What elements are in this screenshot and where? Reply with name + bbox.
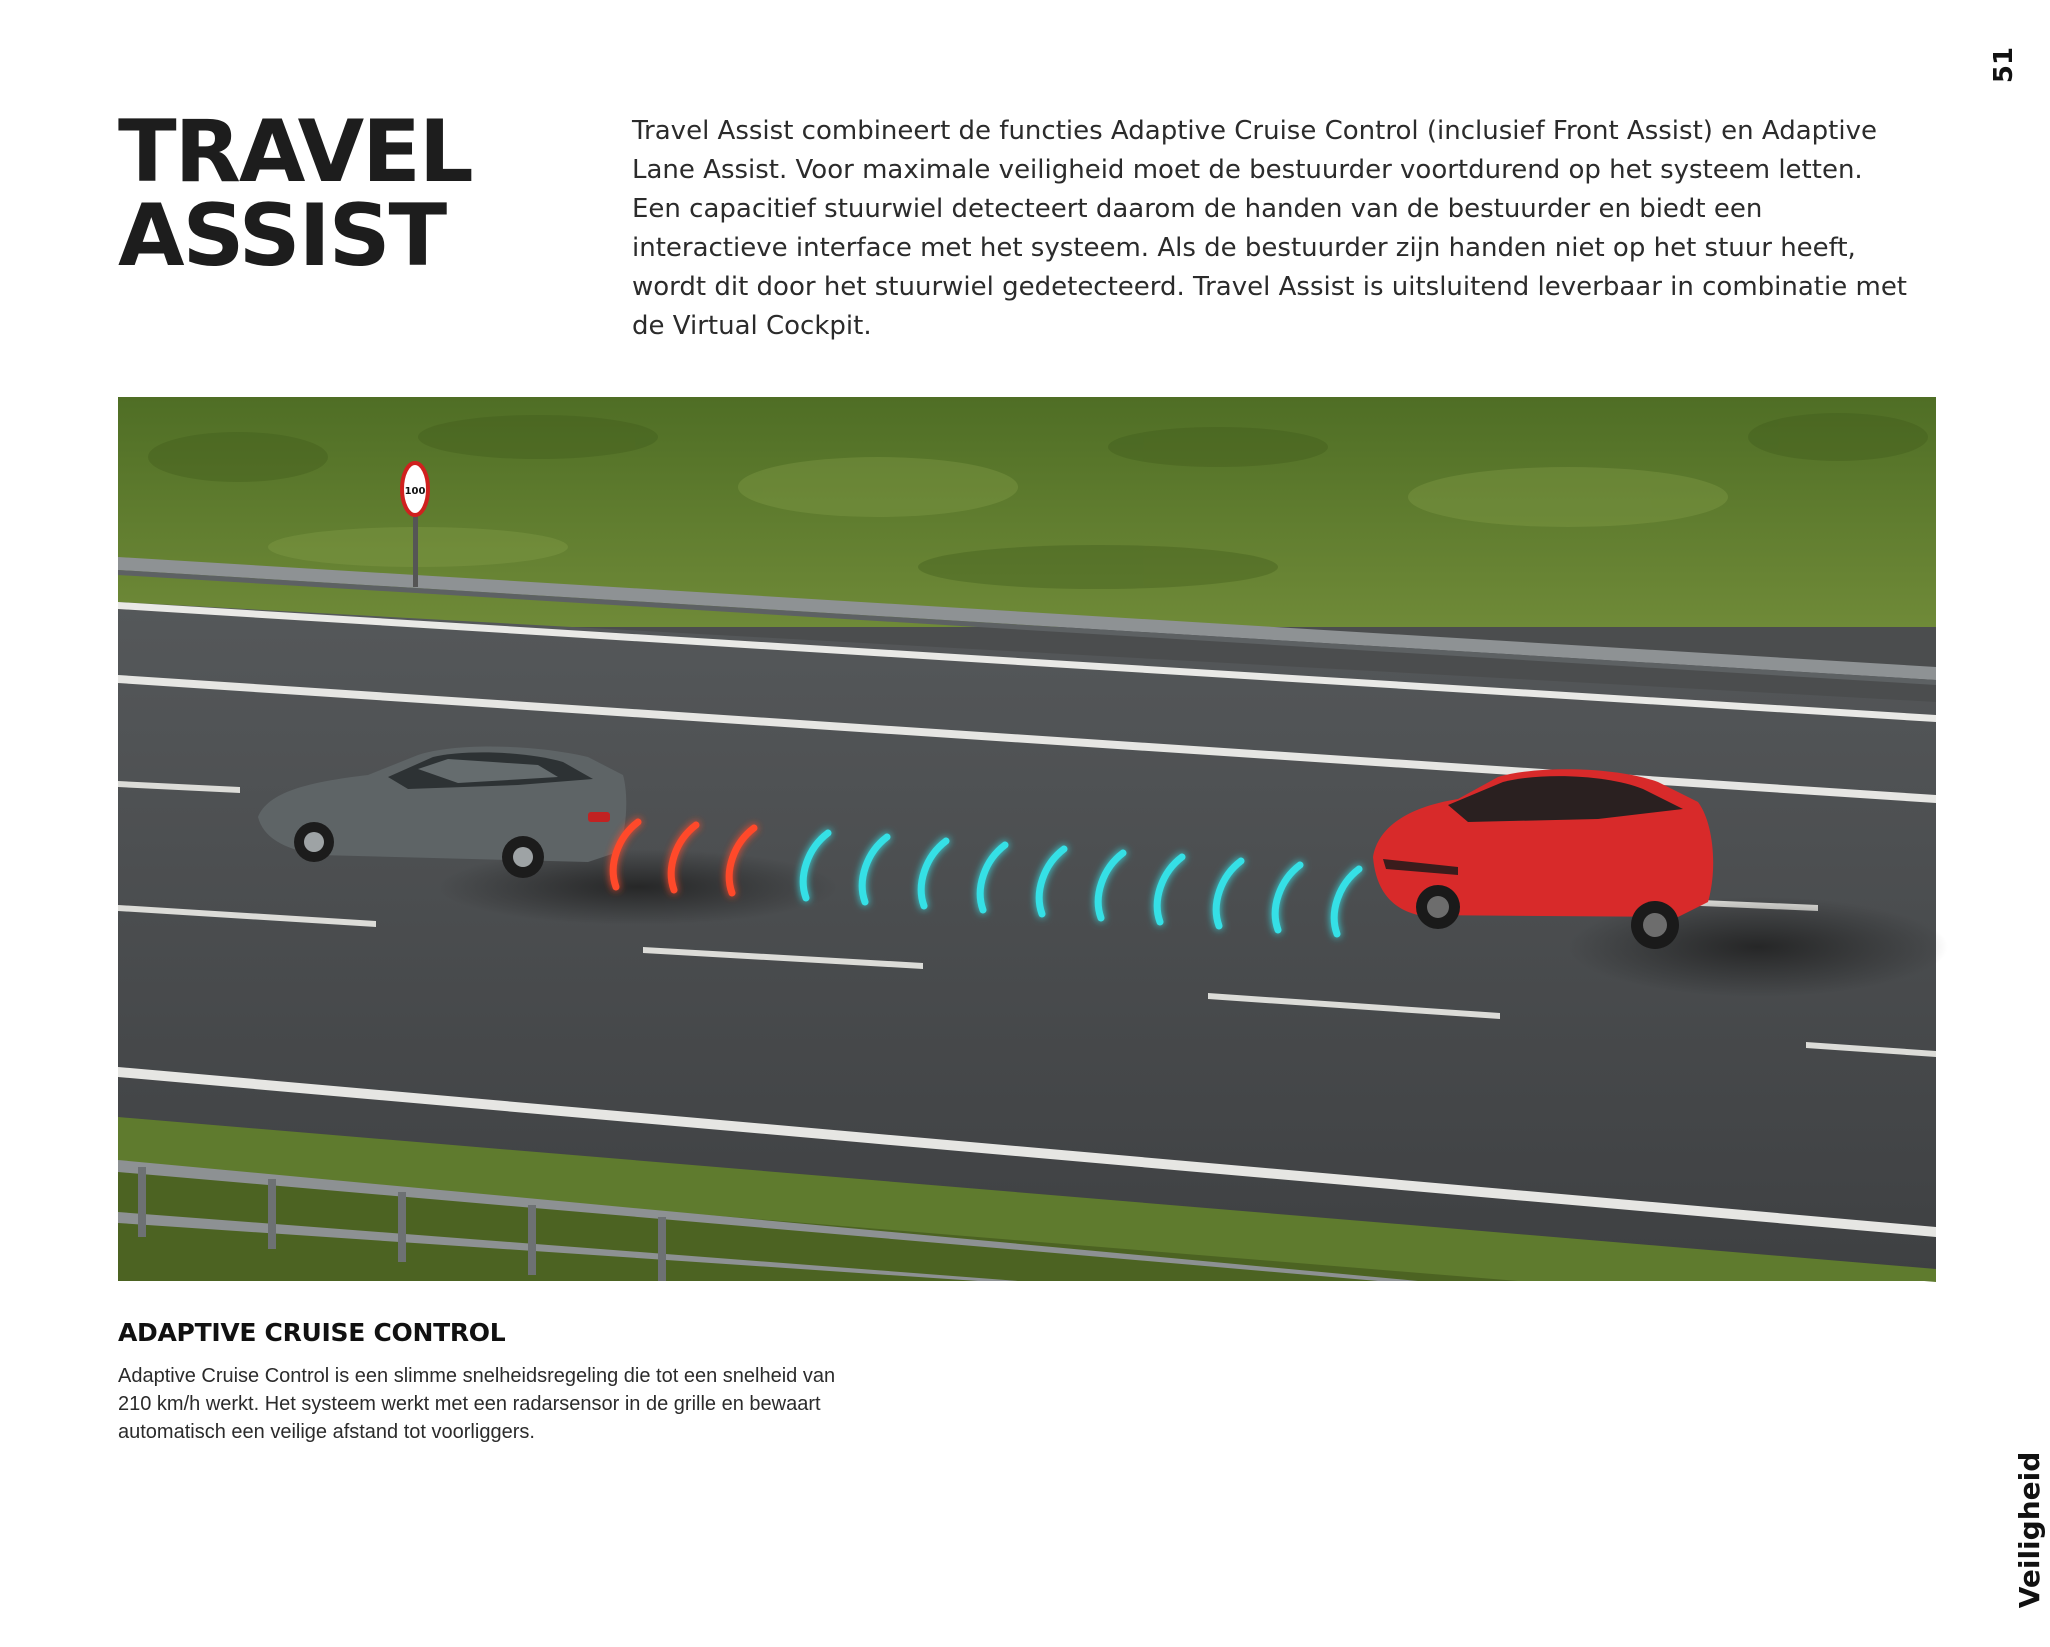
follow-car-shadow <box>438 849 838 925</box>
intro-paragraph: Travel Assist combineert de functies Adaptive Cruise Control (inclusief Front Assist) en Adaptive Lane Assist. Voor maximale veiligheid moet de bestuurder voortdurend op het systeem letten. Een capacitief stuurwiel detecteert daarom de handen van de bestuurder en biedt een interactieve interface met het systeem. Als de bestuurder zijn handen niet op het stuur heeft, wordt dit door het stuurwiel gedetecteerd. Travel Assist is uitsluitend leverbaar in combinatie met de Virtual Cockpit. <box>632 116 1908 341</box>
title-line-1: TRAVEL <box>118 102 472 202</box>
page-title <box>118 102 472 286</box>
feature-description: Adaptive Cruise Control is een slimme snelheidsregeling die tot een snelheid van 210 km/h werkt. Het systeem werkt met een radarsensor in de grille en bewaart automatisch een veilige afstand tot voorliggers. <box>118 1365 836 1443</box>
highway-illustration <box>118 397 1936 1281</box>
page-number: 51 <box>1988 46 2019 84</box>
feature-heading: ADAPTIVE CRUISE CONTROL <box>118 1318 506 1347</box>
highway-photo <box>118 397 1936 1281</box>
title-line-2: ASSIST <box>118 186 446 286</box>
section-label: Veiligheid <box>2013 1451 2046 1609</box>
speed-limit-value: 100 <box>404 486 426 497</box>
